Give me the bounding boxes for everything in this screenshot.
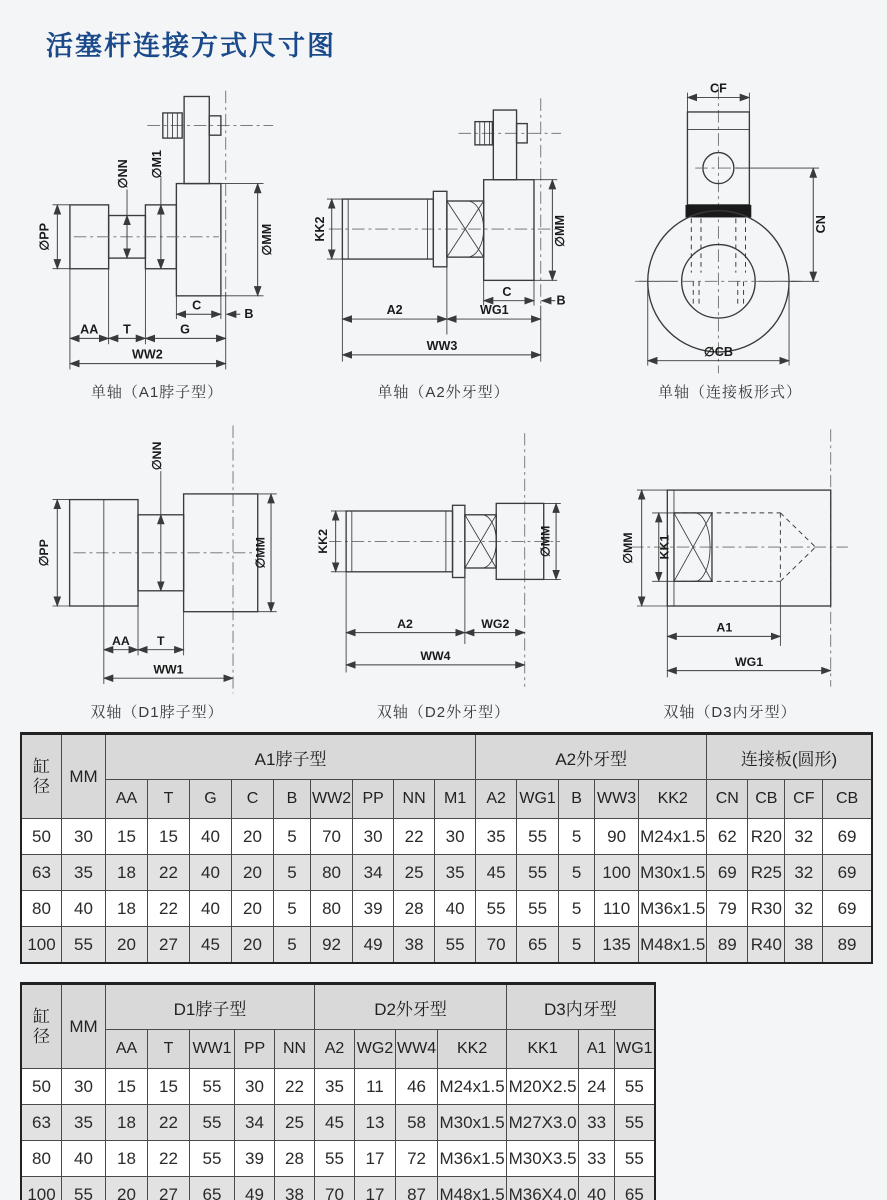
table-cell: 35 — [476, 819, 517, 855]
table-cell: 5 — [274, 927, 311, 964]
table-cell: 5 — [559, 855, 595, 891]
table-cell: 135 — [595, 927, 639, 964]
dim-label-kk2: KK2 — [316, 529, 331, 554]
table-cell: 49 — [353, 927, 394, 964]
table-cell: 22 — [275, 1069, 315, 1105]
table-cell: 72 — [396, 1141, 438, 1177]
table-cell: 28 — [275, 1141, 315, 1177]
table-cell: 18 — [106, 855, 148, 891]
dim-bottom — [342, 259, 540, 362]
table-cell: 40 — [62, 1141, 106, 1177]
table-cell: 33 — [579, 1141, 615, 1177]
col-header: CB — [748, 780, 785, 819]
table-cell: 80 — [21, 891, 62, 927]
diagram-row-2 — [14, 416, 873, 722]
table-cell: 18 — [106, 891, 148, 927]
col-header: G — [190, 780, 232, 819]
header-group-d3: D3内牙型 — [507, 984, 655, 1030]
table-row — [21, 927, 872, 964]
table-row — [21, 1105, 655, 1141]
dim-label-nn: ∅NN — [149, 441, 164, 471]
table2-body — [21, 1069, 655, 1200]
table-subheader-row — [21, 780, 872, 819]
table-cell: 58 — [396, 1105, 438, 1141]
table-cell: 45 — [476, 855, 517, 891]
dim-label-c: C — [502, 284, 512, 299]
table-subheader-row — [21, 1030, 655, 1069]
diagram-row-1 — [14, 81, 873, 402]
col-header: AA — [106, 780, 148, 819]
table-cell: 62 — [707, 819, 748, 855]
dim-label-wg2: WG2 — [481, 616, 510, 631]
dim-nn — [149, 442, 163, 591]
col-header: WG1 — [517, 780, 559, 819]
col-header: KK2 — [639, 780, 707, 819]
table-row — [21, 855, 872, 891]
diagram-d1-caption: 双轴（D1脖子型） — [90, 704, 224, 721]
table-cell: 34 — [235, 1105, 275, 1141]
dim-label-ww3: WW3 — [426, 339, 458, 354]
table-cell: 32 — [785, 855, 823, 891]
dim-label-g: G — [179, 322, 190, 337]
col-header: WG2 — [355, 1030, 396, 1069]
table-cell: 11 — [355, 1069, 396, 1105]
table-cell: 30 — [353, 819, 394, 855]
dim-label-t: T — [156, 633, 165, 648]
table-cell: 55 — [615, 1141, 655, 1177]
table-cell: 50 — [21, 819, 62, 855]
col-header: A2 — [476, 780, 517, 819]
dim-m1 — [149, 150, 163, 269]
diagram-d1 — [14, 416, 300, 722]
diagram-grid — [14, 81, 873, 722]
table-cell: 28 — [394, 891, 435, 927]
header-bore: 缸径 — [21, 984, 62, 1069]
rod-and-nut — [162, 96, 220, 183]
table-cell: 22 — [148, 891, 190, 927]
table-cell: 22 — [148, 1105, 190, 1141]
dim-label-mm: ∅MM — [620, 532, 635, 564]
table-cell: 65 — [517, 927, 559, 964]
table-cell: M30X3.5 — [507, 1141, 579, 1177]
table-cell: M36X4.0 — [507, 1177, 579, 1200]
table-cell: 35 — [62, 855, 106, 891]
table-cell: 15 — [106, 819, 148, 855]
table-cell: 40 — [579, 1177, 615, 1200]
table-cell: 25 — [394, 855, 435, 891]
table-cell: 50 — [21, 1069, 62, 1105]
dim-label-b: B — [556, 293, 566, 308]
dim-label-pp: ∅PP — [37, 222, 52, 251]
col-header: NN — [275, 1030, 315, 1069]
table-cell: 100 — [595, 855, 639, 891]
table-cell: 79 — [707, 891, 748, 927]
dim-label-nn: ∅NN — [115, 159, 130, 189]
table-cell: 20 — [232, 927, 274, 964]
table-cell: 89 — [707, 927, 748, 964]
col-header: A2 — [315, 1030, 355, 1069]
table-cell: 55 — [517, 855, 559, 891]
table-cell: 15 — [148, 1069, 190, 1105]
dim-mm — [534, 180, 567, 281]
table-cell: 70 — [311, 819, 353, 855]
diagram-d2-caption: 双轴（D2外牙型） — [376, 704, 511, 721]
table-cell: 35 — [62, 1105, 106, 1141]
table-cell: 17 — [355, 1177, 396, 1200]
dim-label-pp: ∅PP — [36, 539, 51, 567]
table-cell: 55 — [190, 1069, 235, 1105]
table-cell: 22 — [148, 855, 190, 891]
table-cell: 20 — [232, 819, 274, 855]
table1-body — [21, 819, 872, 964]
table-cell: 20 — [106, 1177, 148, 1200]
header-group-d2: D2外牙型 — [315, 984, 507, 1030]
table-cell: 5 — [559, 891, 595, 927]
table-cell: 100 — [21, 927, 62, 964]
table-cell: 40 — [190, 891, 232, 927]
dim-label-a1: A1 — [715, 620, 732, 635]
dim-c-b — [176, 296, 253, 321]
dim-label-wg1: WG1 — [479, 303, 509, 318]
diagram-a1-drawing — [25, 81, 290, 381]
page-title: 活塞杆连接方式尺寸图 — [46, 31, 336, 61]
table-cell: 69 — [707, 855, 748, 891]
table-cell: 24 — [579, 1069, 615, 1105]
table-cell: 63 — [21, 1105, 62, 1141]
diagram-d3-caption: 双轴（D3内牙型） — [663, 704, 797, 721]
diagram-a1-caption: 单轴（A1脖子型） — [90, 384, 224, 401]
table-cell: M24x1.5 — [438, 1069, 507, 1105]
col-header: M1 — [435, 780, 476, 819]
table-cell: 20 — [232, 891, 274, 927]
dim-label-ww2: WW2 — [131, 347, 163, 362]
table-cell: 87 — [396, 1177, 438, 1200]
table-cell: 5 — [274, 891, 311, 927]
table-cell: 32 — [785, 891, 823, 927]
header-group-plate: 连接板(圆形) — [707, 734, 872, 780]
table-cell: 22 — [394, 819, 435, 855]
dim-label-kk1: KK1 — [656, 534, 671, 560]
dim-label-a2: A2 — [386, 303, 403, 318]
table-cell: 18 — [106, 1105, 148, 1141]
table-cell: 25 — [275, 1105, 315, 1141]
table-cell: 90 — [595, 819, 639, 855]
table-cell: 55 — [435, 927, 476, 964]
table-cell: 55 — [615, 1105, 655, 1141]
header-bore: 缸径 — [21, 734, 62, 819]
table-cell: 70 — [476, 927, 517, 964]
table-cell: 45 — [315, 1105, 355, 1141]
col-header: WW4 — [396, 1030, 438, 1069]
dim-label-wg1: WG1 — [734, 654, 763, 669]
table-cell: M36x1.5 — [639, 891, 707, 927]
table-cell: 5 — [559, 819, 595, 855]
diagram-a1 — [14, 81, 300, 402]
col-header: WW3 — [595, 780, 639, 819]
single-shaft-dimension-table — [20, 732, 873, 964]
table-cell: 30 — [435, 819, 476, 855]
table-cell: 27 — [148, 1177, 190, 1200]
diagram-a2-drawing — [311, 81, 576, 381]
dim-label-kk2: KK2 — [312, 216, 327, 242]
table-cell: 15 — [106, 1069, 148, 1105]
rod-end-body — [667, 490, 830, 606]
col-header: PP — [353, 780, 394, 819]
table-row — [21, 1141, 655, 1177]
table-cell: 20 — [232, 855, 274, 891]
col-header: WG1 — [615, 1030, 655, 1069]
dim-label-aa: AA — [111, 633, 130, 648]
header-group-a2: A2外牙型 — [476, 734, 707, 780]
table-cell: 89 — [823, 927, 872, 964]
table-cell: 30 — [235, 1069, 275, 1105]
table-cell: 55 — [517, 891, 559, 927]
table-cell: 15 — [148, 819, 190, 855]
dim-label-b: B — [243, 307, 253, 322]
diagram-d3 — [587, 416, 873, 722]
col-header: B — [559, 780, 595, 819]
table-cell: M24x1.5 — [639, 819, 707, 855]
dim-label-mm: ∅MM — [552, 215, 567, 247]
col-header: T — [148, 780, 190, 819]
table-cell: 55 — [615, 1069, 655, 1105]
dim-mm — [253, 494, 276, 612]
table-cell: 69 — [823, 855, 872, 891]
table-cell: 92 — [311, 927, 353, 964]
table-cell: 55 — [62, 927, 106, 964]
table-cell: 69 — [823, 891, 872, 927]
col-header: CB — [823, 780, 872, 819]
dim-label-cn: CN — [813, 215, 828, 234]
table-cell: 39 — [235, 1141, 275, 1177]
rod-and-nut — [475, 110, 527, 180]
table-cell: 63 — [21, 855, 62, 891]
table-cell: R25 — [748, 855, 785, 891]
table-cell: 22 — [148, 1141, 190, 1177]
table-cell: 100 — [21, 1177, 62, 1200]
table-cell: 65 — [190, 1177, 235, 1200]
table-row — [21, 819, 872, 855]
table-cell: 55 — [190, 1105, 235, 1141]
table-cell: 30 — [62, 819, 106, 855]
diagram-plate — [587, 81, 873, 402]
table-cell: 38 — [785, 927, 823, 964]
table-cell: 35 — [315, 1069, 355, 1105]
dim-label-cb: ∅CB — [703, 344, 733, 359]
table-cell: R20 — [748, 819, 785, 855]
dim-label-mm: ∅MM — [252, 537, 267, 569]
col-header: B — [274, 780, 311, 819]
table-cell: M36x1.5 — [438, 1141, 507, 1177]
dim-pp — [37, 205, 69, 269]
table-cell: R30 — [748, 891, 785, 927]
diagram-a2 — [301, 81, 587, 402]
diagram-a2-caption: 单轴（A2外牙型） — [377, 384, 510, 401]
dim-label-cf: CF — [709, 81, 727, 96]
table-cell: 32 — [785, 819, 823, 855]
table-cell: 38 — [394, 927, 435, 964]
dim-label-c: C — [191, 298, 201, 313]
col-header: KK2 — [438, 1030, 507, 1069]
dim-bottom — [667, 581, 830, 677]
table-cell: 65 — [615, 1177, 655, 1200]
table-cell: 49 — [235, 1177, 275, 1200]
double-shaft-dimension-table — [20, 982, 656, 1200]
table-cell: 17 — [355, 1141, 396, 1177]
table-row — [21, 891, 872, 927]
diagram-plate-drawing — [598, 81, 863, 381]
dim-bottom — [103, 591, 232, 684]
dim-label-t: T — [122, 322, 131, 337]
col-header: NN — [394, 780, 435, 819]
dim-label-mm: ∅MM — [538, 525, 553, 558]
col-header: CN — [707, 780, 748, 819]
table-cell: 70 — [315, 1177, 355, 1200]
diagram-d2 — [301, 416, 587, 722]
table-cell: 34 — [353, 855, 394, 891]
dim-label-ww4: WW4 — [420, 649, 451, 664]
header-mm: MM — [62, 734, 106, 819]
table-row — [21, 1177, 655, 1200]
table-cell: 69 — [823, 819, 872, 855]
header-group-a1: A1脖子型 — [106, 734, 476, 780]
table-cell: M48x1.5 — [438, 1177, 507, 1200]
diagram-d3-drawing — [598, 416, 863, 701]
table-cell: M30x1.5 — [639, 855, 707, 891]
table-cell: 5 — [274, 855, 311, 891]
table-cell: 80 — [311, 855, 353, 891]
col-header: PP — [235, 1030, 275, 1069]
table-cell: M30x1.5 — [438, 1105, 507, 1141]
dim-label-a2: A2 — [397, 616, 413, 631]
table-cell: 5 — [559, 927, 595, 964]
table-cell: 80 — [311, 891, 353, 927]
table-cell: 5 — [274, 819, 311, 855]
dim-label-ww1: WW1 — [152, 662, 184, 677]
diagram-d1-drawing — [25, 416, 290, 701]
table-cell: 27 — [148, 927, 190, 964]
col-header: WW1 — [190, 1030, 235, 1069]
table-cell: 40 — [62, 891, 106, 927]
table-cell: 18 — [106, 1141, 148, 1177]
threaded-shaft — [342, 180, 534, 281]
table-cell: 13 — [355, 1105, 396, 1141]
table-cell: R40 — [748, 927, 785, 964]
table-cell: 20 — [106, 927, 148, 964]
col-header: CF — [785, 780, 823, 819]
table-cell: 110 — [595, 891, 639, 927]
table-cell: 55 — [315, 1141, 355, 1177]
col-header: A1 — [579, 1030, 615, 1069]
dim-label-m1: ∅M1 — [149, 150, 164, 179]
table-cell: 80 — [21, 1141, 62, 1177]
table-cell: 39 — [353, 891, 394, 927]
col-header: T — [148, 1030, 190, 1069]
table-cell: 33 — [579, 1105, 615, 1141]
table-cell: 55 — [190, 1141, 235, 1177]
table-cell: 55 — [62, 1177, 106, 1200]
table-cell: 40 — [435, 891, 476, 927]
table-group-header-row — [21, 734, 872, 780]
col-header: AA — [106, 1030, 148, 1069]
dim-label-aa: AA — [79, 322, 98, 337]
dim-mm — [220, 184, 273, 296]
dim-bottom — [346, 572, 525, 673]
header-group-d1: D1脖子型 — [106, 984, 315, 1030]
table-cell: 35 — [435, 855, 476, 891]
table-group-header-row — [21, 984, 655, 1030]
table-cell: M27X3.0 — [507, 1105, 579, 1141]
table-cell: 45 — [190, 927, 232, 964]
table-cell: 40 — [190, 855, 232, 891]
table-cell: 55 — [476, 891, 517, 927]
table-cell: 38 — [275, 1177, 315, 1200]
header-mm: MM — [62, 984, 106, 1069]
table-cell: M20X2.5 — [507, 1069, 579, 1105]
col-header: C — [232, 780, 274, 819]
col-header: KK1 — [507, 1030, 579, 1069]
table-cell: 55 — [517, 819, 559, 855]
table-cell: 46 — [396, 1069, 438, 1105]
dim-pp — [36, 500, 69, 606]
diagram-plate-caption: 单轴（连接板形式） — [657, 384, 802, 401]
table-row — [21, 1069, 655, 1105]
diagram-d2-drawing — [311, 416, 576, 701]
col-header: WW2 — [311, 780, 353, 819]
table-cell: 30 — [62, 1069, 106, 1105]
table-cell: 40 — [190, 819, 232, 855]
dim-nn — [116, 159, 130, 258]
dim-label-mm: ∅MM — [259, 223, 274, 256]
table-cell: M48x1.5 — [639, 927, 707, 964]
